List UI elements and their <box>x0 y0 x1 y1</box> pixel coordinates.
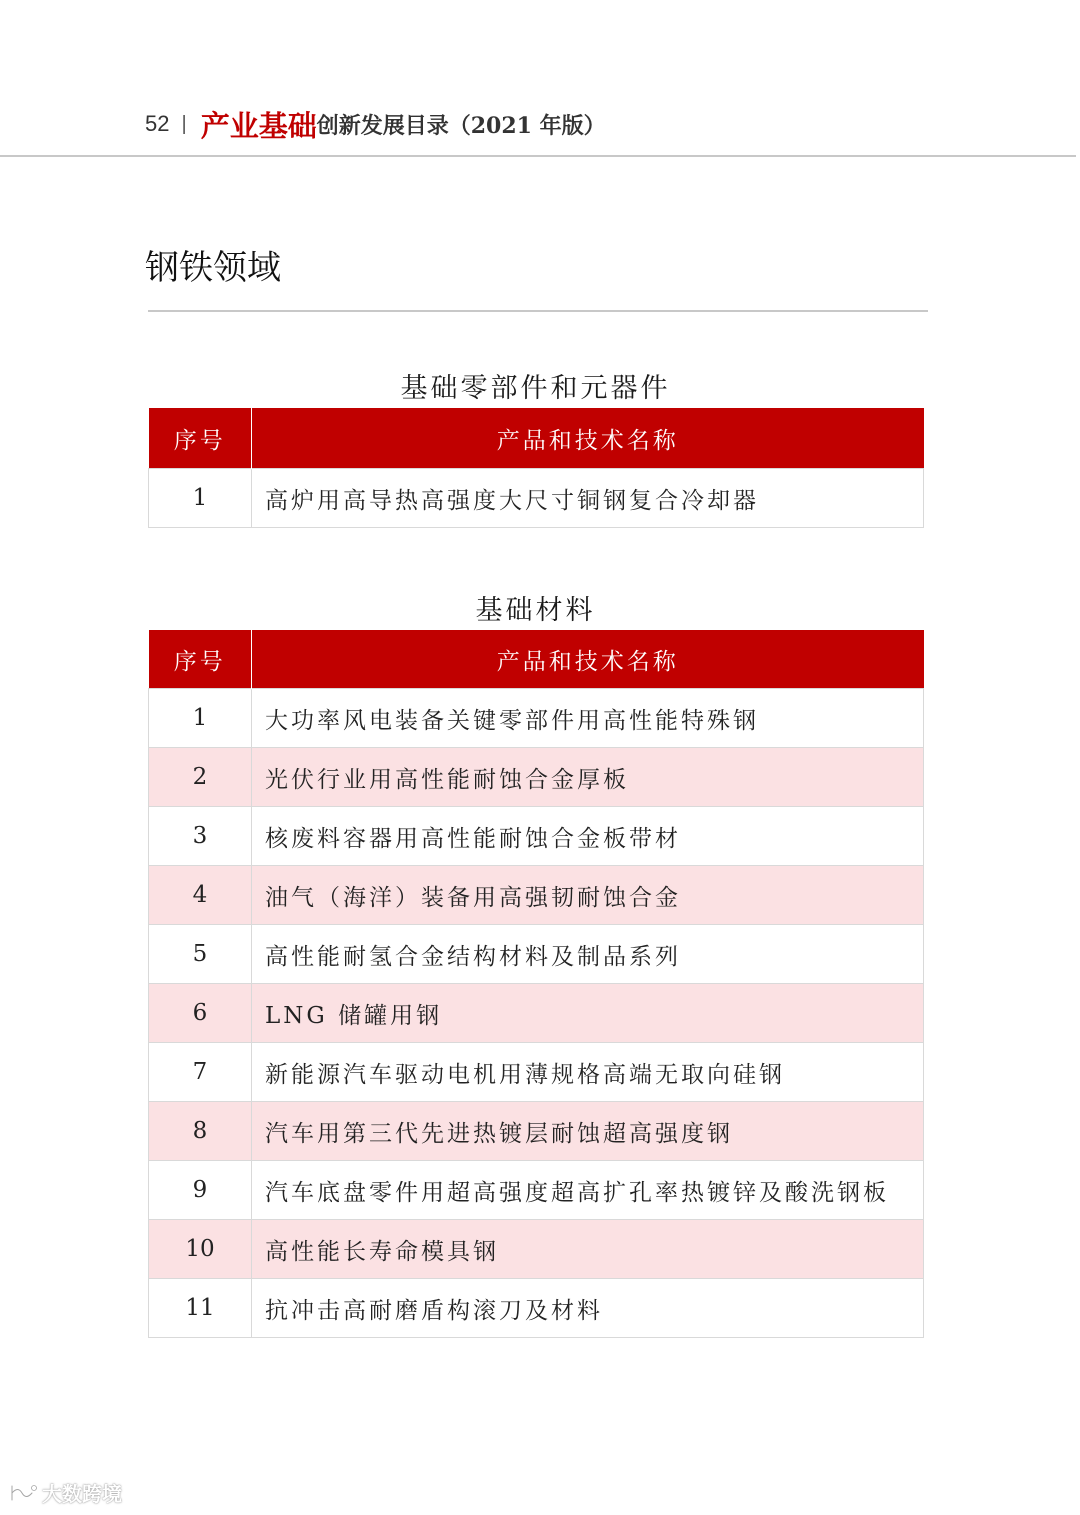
table-row <box>149 1102 924 1161</box>
row-product-name: 高炉用高导热高强度大尺寸铜钢复合冷却器 <box>252 469 924 528</box>
row-number: 8 <box>149 1102 252 1161</box>
table-row <box>149 1279 924 1338</box>
column-header-number: 序号 <box>149 408 252 469</box>
row-product-name: 大功率风电装备关键零部件用高性能特殊钢 <box>252 689 924 748</box>
column-header-name: 产品和技术名称 <box>252 408 924 469</box>
header-title-rest: 创新发展目录（2021 年版） <box>316 112 606 139</box>
materials-table <box>148 630 924 1338</box>
row-number: 4 <box>149 866 252 925</box>
row-number: 11 <box>149 1279 252 1338</box>
row-number: 1 <box>149 689 252 748</box>
row-number: 6 <box>149 984 252 1043</box>
table-caption-materials: 基础材料 <box>475 595 596 626</box>
table-row <box>149 1043 924 1102</box>
page-header <box>145 100 606 148</box>
row-product-name: 油气（海洋）装备用高强韧耐蚀合金 <box>252 866 924 925</box>
table-row <box>149 866 924 925</box>
table-row <box>149 1220 924 1279</box>
table-row <box>149 748 924 807</box>
table-header-row <box>149 630 924 689</box>
row-product-name: 高性能耐氢合金结构材料及制品系列 <box>252 925 924 984</box>
watermark <box>8 1478 122 1507</box>
row-product-name: 光伏行业用高性能耐蚀合金厚板 <box>252 748 924 807</box>
row-product-name: 抗冲击高耐磨盾构滚刀及材料 <box>252 1279 924 1338</box>
table-row <box>149 807 924 866</box>
header-title-highlight: 产业基础 <box>200 108 317 143</box>
table-header-row <box>149 408 924 469</box>
table-row <box>149 925 924 984</box>
row-number: 10 <box>149 1220 252 1279</box>
components-table <box>148 408 924 528</box>
page-number: 52 <box>145 111 170 136</box>
table-row <box>149 689 924 748</box>
section-title: 钢铁领域 <box>145 248 281 288</box>
row-number: 9 <box>149 1161 252 1220</box>
section-divider <box>148 310 928 312</box>
row-number: 3 <box>149 807 252 866</box>
row-number: 5 <box>149 925 252 984</box>
row-product-name: 汽车底盘零件用超高强度超高扩孔率热镀锌及酸洗钢板 <box>252 1161 924 1220</box>
table-row <box>149 984 924 1043</box>
column-header-name: 产品和技术名称 <box>252 630 924 689</box>
row-number: 7 <box>149 1043 252 1102</box>
row-number: 2 <box>149 748 252 807</box>
watermark-text: 大数跨境 <box>42 1482 122 1506</box>
brand-logo-icon <box>8 1482 38 1504</box>
row-product-name: 高性能长寿命模具钢 <box>252 1220 924 1279</box>
row-number: 1 <box>149 469 252 528</box>
table-row <box>149 469 924 528</box>
row-product-name: 汽车用第三代先进热镀层耐蚀超高强度钢 <box>252 1102 924 1161</box>
row-product-name: LNG 储罐用钢 <box>252 984 924 1043</box>
row-product-name: 新能源汽车驱动电机用薄规格高端无取向硅钢 <box>252 1043 924 1102</box>
header-separator: | <box>181 112 187 135</box>
header-divider <box>0 155 1076 157</box>
table-row <box>149 1161 924 1220</box>
row-product-name: 核废料容器用高性能耐蚀合金板带材 <box>252 807 924 866</box>
table-caption-components: 基础零部件和元器件 <box>400 373 671 404</box>
column-header-number: 序号 <box>149 630 252 689</box>
